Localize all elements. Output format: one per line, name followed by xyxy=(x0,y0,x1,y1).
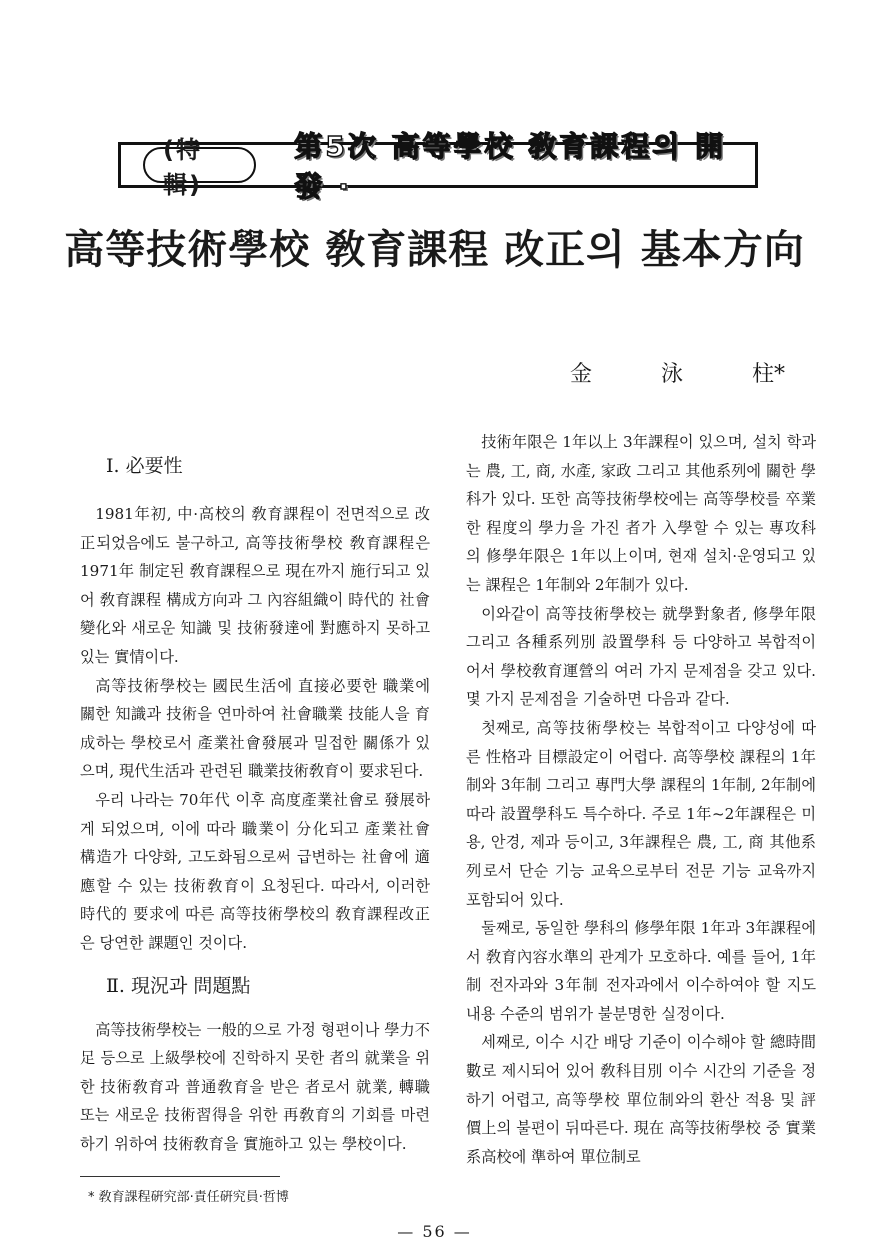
author-char: 柱* xyxy=(751,362,785,387)
paragraph: 高等技術學校는 一般的으로 가정 형편이나 學力不足 등으로 上級學校에 진학하지 못한 者의 就業을 위한 技術敎育과 普通敎育을 받은 者로서 就業, 轉職 또는 새로운 技術習得을 위한 再敎育의 기회를 마련하기 위하여 技術敎育을 實施하고 있는 學校이다. xyxy=(80,1020,430,1153)
paragraph: 이와같이 高等技術學校는 就學對象者, 修學年限 그리고 各種系列別 設置學科 등 다양하고 복합적이어서 學校敎育運營의 여러 가지 문제점을 갖고 있다. 몇 가지 문제점을 기술하면 다음과 같다. xyxy=(466,604,816,709)
author-name xyxy=(570,357,785,388)
left-column xyxy=(80,440,430,1158)
banner-title: 第5次 高等學校 敎育課程의 開發 · xyxy=(294,130,727,203)
paragraph: 세째로, 이수 시간 배당 기준이 이수해야 할 總時間數로 제시되어 있어 敎科目別 이수 시간의 기준을 정하기 어렵고, 高等學校 單位制와의 환산 적용 및 評價上의 불편이 뒤따른다. 現在 高等技術學校 중 實業系高校에 準하여 單位制로 xyxy=(466,1033,816,1166)
page-number: — 56 — xyxy=(397,1222,472,1241)
banner-tag: (特輯) xyxy=(143,147,256,183)
section-heading-necessity: Ⅰ. 必要性 xyxy=(106,455,183,477)
footnote: * 敎育課程硏究部·責任硏究員·哲博 xyxy=(88,1190,289,1205)
article-title: 高等技術學校 敎育課程 改正의 基本方向 xyxy=(64,226,805,273)
author-char: 泳 xyxy=(660,362,683,387)
author-char: 金 xyxy=(570,362,593,387)
footnote-divider xyxy=(80,1176,280,1177)
paragraph: 1981年初, 中·高校의 敎育課程이 전면적으로 改正되었음에도 불구하고, 高等技術學校 敎育課程은 1971年 制定된 敎育課程으로 現在까지 施行되고 있어 敎育課程 構成方向과 그 內容組織이 時代的 社會變化와 새로운 知識 및 技術發達에 對應하지 못하고 있는 實情이다. xyxy=(80,505,430,666)
paragraph: 技術年限은 1年以上 3年課程이 있으며, 설치 학과는 農, 工, 商, 水產, 家政 그리고 其他系列에 關한 學科가 있다. 또한 高等技術學校에는 高等學校를 卒業한 程度의 學力을 가진 者가 入學할 수 있는 專攻科의 修學年限은 1年以上이며, 현재 설치·운영되고 있는 課程은 1年制와 2年制가 있다. xyxy=(466,433,816,594)
paragraph: 우리 나라는 70年代 이후 高度產業社會로 發展하게 되었으며, 이에 따라 職業이 分化되고 產業社會 構造가 다양화, 고도화됨으로써 급변하는 社會에 適應할 수 있는 技術敎育이 요청된다. 따라서, 이러한 時代的 要求에 따른 高等技術學校의 敎育課程改正은 당연한 課題인 것이다. xyxy=(80,790,430,952)
paragraph: 高等技術學校는 國民生活에 直接必要한 職業에 關한 知識과 技術을 연마하여 社會職業 技能人을 育成하는 學校로서 產業社會發展과 밀접한 關係가 있으며, 現代生活과 관련된 職業技術敎育이 要求된다. xyxy=(80,676,430,781)
paragraph: 첫째로, 高等技術學校는 복합적이고 다양성에 따른 性格과 目標設定이 어렵다. 高等學校 課程의 1年制와 3年制 그리고 專門大學 課程의 1年制, 2年制에 따라 設置學科도 특수하다. 주로 1年~2年課程은 미용, 안경, 제과 등이고, 3年課程은 農, 工, 商 其他系列로서 단순 기능 교육으로부터 전문 기능 교육까지 포함되어 있다. xyxy=(466,718,816,909)
right-column xyxy=(466,428,816,1171)
section-heading-status: Ⅱ. 現況과 問題點 xyxy=(106,974,251,997)
paragraph: 둘째로, 동일한 學科의 修學年限 1年과 3年課程에서 敎育內容水準의 관계가 모호하다. 예를 들어, 1年制 전자과와 3年制 전자과에서 이수하여야 할 지도 내용 수준의 범위가 불분명한 실정이다. xyxy=(466,919,816,1023)
special-feature-banner xyxy=(118,130,758,203)
